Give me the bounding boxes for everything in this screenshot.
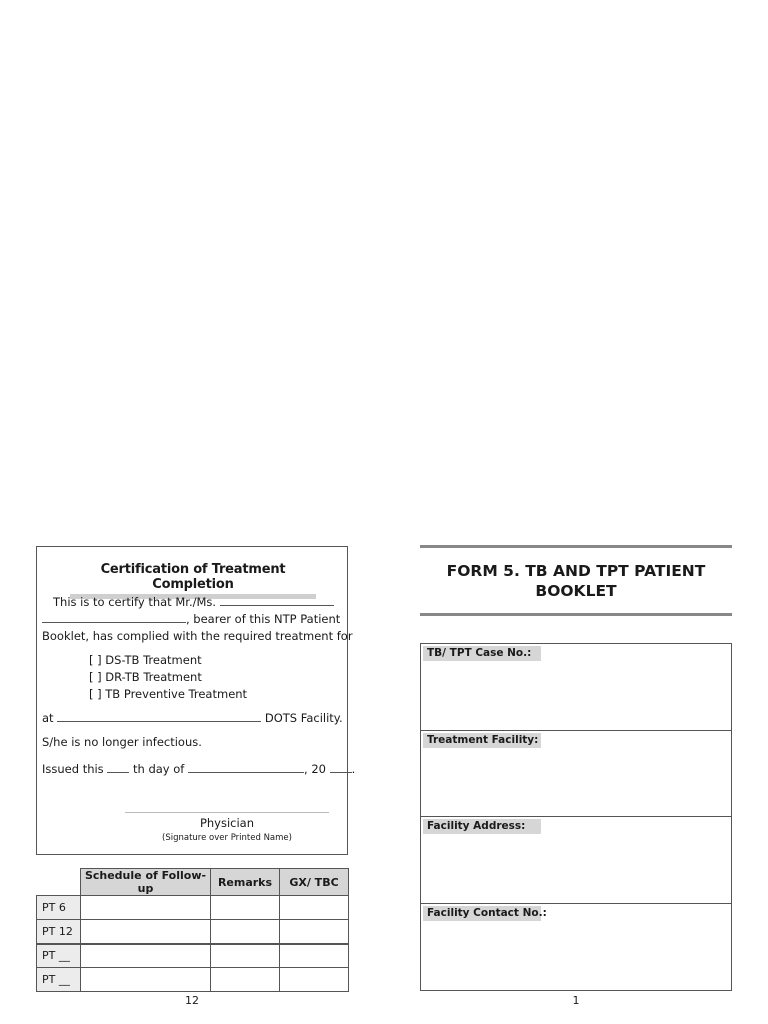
schedule-cell[interactable] xyxy=(81,968,211,992)
schedule-cell[interactable] xyxy=(81,896,211,920)
header-gx-tbc: GX/ TBC xyxy=(280,869,349,896)
table-corner xyxy=(37,869,81,896)
table-row xyxy=(37,920,349,944)
form-title xyxy=(420,561,732,601)
issued-text: Issued this xyxy=(42,762,104,776)
year-prefix-text: , 20 xyxy=(304,762,326,776)
certify-text: This is to certify that Mr./Ms. xyxy=(53,595,217,609)
table-row xyxy=(37,944,349,968)
gx-tbc-cell[interactable] xyxy=(280,944,349,968)
row-label: PT __ xyxy=(37,944,81,968)
facility-contact-label: Facility Contact No.: xyxy=(423,906,541,921)
right-page-number: 1 xyxy=(572,994,580,1007)
form-top-rule xyxy=(420,545,732,548)
physician-label: Physician xyxy=(199,816,255,830)
certificate-box xyxy=(36,546,356,855)
facility-blank[interactable] xyxy=(57,712,261,722)
name-blank-continued[interactable] xyxy=(42,613,186,623)
row-label: PT __ xyxy=(37,968,81,992)
table-header-row xyxy=(37,869,349,896)
day-blank[interactable] xyxy=(107,763,129,773)
row-label: PT 12 xyxy=(37,920,81,944)
form-title-line-2: BOOKLET xyxy=(535,582,617,600)
table-row xyxy=(37,896,349,920)
gx-tbc-cell[interactable] xyxy=(280,896,349,920)
gx-tbc-cell[interactable] xyxy=(280,920,349,944)
bearer-text: , bearer of this NTP Patient xyxy=(186,612,341,626)
row-label: PT 6 xyxy=(37,896,81,920)
left-page-number: 12 xyxy=(185,994,199,1007)
year-blank[interactable] xyxy=(330,763,352,773)
facility-address-label: Facility Address: xyxy=(423,819,541,834)
remarks-cell[interactable] xyxy=(211,968,280,992)
day-of-text: th day of xyxy=(133,762,185,776)
remarks-cell[interactable] xyxy=(211,896,280,920)
name-blank[interactable] xyxy=(220,596,334,606)
remarks-cell[interactable] xyxy=(211,944,280,968)
form-bottom-rule xyxy=(420,613,732,616)
header-remarks: Remarks xyxy=(211,869,280,896)
option-dr-tb[interactable]: [ ] DR-TB Treatment xyxy=(89,670,202,684)
dots-facility-text: DOTS Facility. xyxy=(264,711,343,725)
signature-line[interactable] xyxy=(125,812,329,813)
month-blank[interactable] xyxy=(188,763,304,773)
signature-note: (Signature over Printed Name) xyxy=(162,833,292,843)
period-text: . xyxy=(351,762,356,776)
gx-tbc-cell[interactable] xyxy=(280,968,349,992)
certify-line-2 xyxy=(42,612,340,626)
certificate-title: Certification of Treatment Completion xyxy=(70,562,316,599)
case-number-field[interactable] xyxy=(421,644,731,731)
issued-line xyxy=(42,762,355,776)
facility-address-field[interactable] xyxy=(421,817,731,904)
schedule-cell[interactable] xyxy=(81,920,211,944)
infectious-statement: S/he is no longer infectious. xyxy=(42,735,202,749)
remarks-cell[interactable] xyxy=(211,920,280,944)
header-schedule: Schedule of Follow-up xyxy=(81,869,211,896)
certify-line-1 xyxy=(53,595,334,609)
case-number-label: TB/ TPT Case No.: xyxy=(423,646,541,661)
facility-line xyxy=(42,711,343,725)
table-row xyxy=(37,968,349,992)
facility-contact-field[interactable] xyxy=(421,904,731,991)
schedule-cell[interactable] xyxy=(81,944,211,968)
option-ds-tb[interactable]: [ ] DS-TB Treatment xyxy=(89,653,202,667)
form-fields xyxy=(420,643,732,991)
option-tb-preventive[interactable]: [ ] TB Preventive Treatment xyxy=(89,687,248,701)
certify-line-3: Booklet, has complied with the required treatment for xyxy=(42,629,353,643)
at-text: at xyxy=(42,711,54,725)
follow-up-table xyxy=(36,868,349,992)
treatment-facility-field[interactable] xyxy=(421,731,731,818)
form-title-line-1: FORM 5. TB AND TPT PATIENT xyxy=(446,562,706,580)
treatment-facility-label: Treatment Facility: xyxy=(423,733,541,748)
